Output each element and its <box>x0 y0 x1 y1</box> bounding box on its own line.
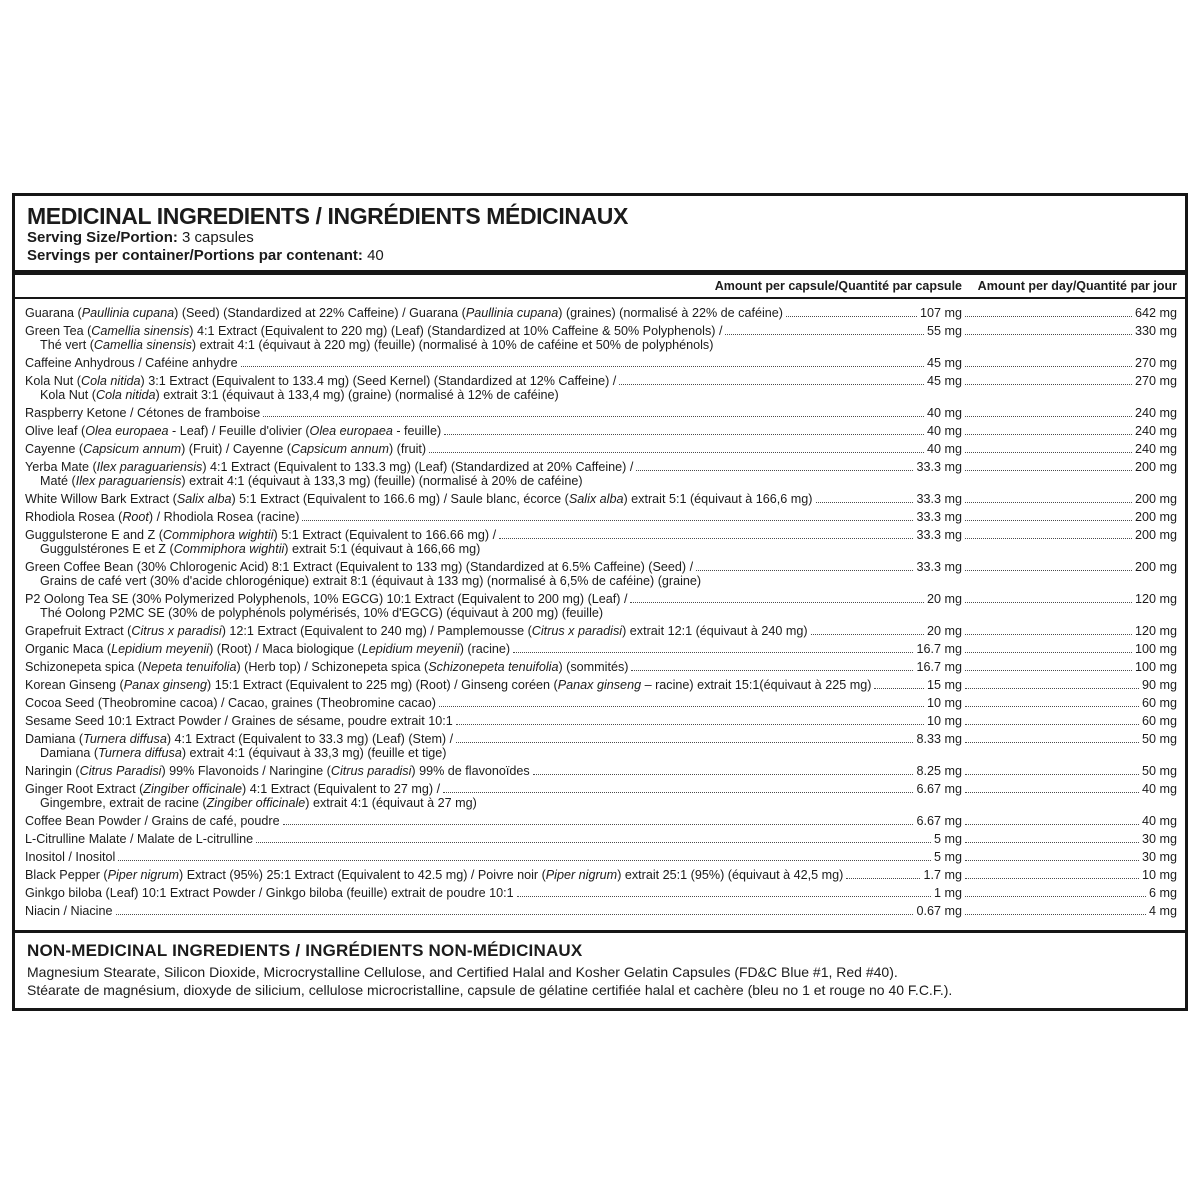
dot-leader <box>965 469 1132 471</box>
dot-leader <box>636 469 913 471</box>
ingredient-name: Rhodiola Rosea (Root) / Rhodiola Rosea (racine) <box>25 510 300 524</box>
dot-leader <box>965 687 1139 689</box>
ingredient-row <box>25 356 1177 370</box>
ingredient-name: White Willow Bark Extract (Salix alba) 5:1 Extract (Equivalent to 166.6 mg) / Saule blanc, écorce (Salix alba) extrait 5:1 (équivaut à 166,6 mg) <box>25 492 813 506</box>
dot-leader <box>429 451 924 453</box>
amount-per-day: 4 mg <box>1149 904 1177 918</box>
amount-per-day: 60 mg <box>1141 714 1177 728</box>
ingredient-row <box>25 814 1177 828</box>
ingredient-row <box>25 560 1177 588</box>
dot-leader <box>965 877 1139 879</box>
ingredient-row-main-line <box>25 424 1177 438</box>
dot-leader <box>443 791 913 793</box>
dot-leader <box>965 569 1132 571</box>
dot-leader <box>874 687 924 689</box>
dot-leader <box>116 913 914 915</box>
ingredient-name: Ginger Root Extract (Zingiber officinale) 4:1 Extract (Equivalent to 27 mg) / <box>25 782 441 796</box>
ingredient-name-fr: Grains de café vert (30% d'acide chlorogénique) extrait 8:1 (équivaut à 133 mg) (normalisé à 6,5% de caféine) (graine) <box>40 574 702 588</box>
ingredient-name-fr: Gingembre, extrait de racine (Zingiber officinale) extrait 4:1 (équivaut à 27 mg) <box>40 796 477 810</box>
ingredient-name: Cocoa Seed (Theobromine cacoa) / Cacao, graines (Theobromine cacao) <box>25 696 436 710</box>
ingredient-row <box>25 624 1177 638</box>
per-day-region <box>962 624 1177 638</box>
dot-leader <box>965 415 1132 417</box>
amount-per-day: 200 mg <box>1134 510 1177 524</box>
dot-leader <box>965 723 1139 725</box>
amount-per-day: 642 mg <box>1134 306 1177 320</box>
ingredient-name: Naringin (Citrus Paradisi) 99% Flavonoids / Naringine (Citrus paradisi) 99% de flavonoïdes <box>25 764 530 778</box>
dot-leader <box>513 651 913 653</box>
amount-per-capsule: 1 mg <box>934 886 962 900</box>
amount-per-day: 100 mg <box>1134 642 1177 656</box>
per-day-region <box>962 904 1177 918</box>
dot-leader <box>444 433 924 435</box>
per-day-region <box>962 592 1177 606</box>
amount-per-capsule: 33.3 mg <box>916 560 962 574</box>
amount-per-day: 200 mg <box>1134 528 1177 542</box>
dot-leader <box>631 669 913 671</box>
dot-leader <box>965 451 1132 453</box>
ingredient-row-main-line <box>25 406 1177 420</box>
ingredient-row <box>25 764 1177 778</box>
amount-per-capsule: 33.3 mg <box>916 492 962 506</box>
ingredient-row <box>25 510 1177 524</box>
amount-per-capsule: 16.7 mg <box>916 660 962 674</box>
ingredient-name: Yerba Mate (Ilex paraguariensis) 4:1 Extract (Equivalent to 133.3 mg) (Leaf) (Standardized at 20% Caffeine) / <box>25 460 634 474</box>
dot-leader <box>965 859 1139 861</box>
amount-per-capsule: 10 mg <box>926 714 962 728</box>
ingredient-name: Cayenne (Capsicum annum) (Fruit) / Cayenne (Capsicum annum) (fruit) <box>25 442 427 456</box>
ingredient-row-main-line <box>25 460 1177 474</box>
per-day-region <box>962 510 1177 524</box>
ingredient-row-main-line <box>25 306 1177 320</box>
amount-per-day: 100 mg <box>1134 660 1177 674</box>
amount-per-capsule: 20 mg <box>926 624 962 638</box>
amount-per-day: 40 mg <box>1141 782 1177 796</box>
medicinal-header <box>15 196 1185 270</box>
ingredient-row-main-line <box>25 696 1177 710</box>
ingredient-row-main-line <box>25 660 1177 674</box>
per-day-region <box>962 374 1177 388</box>
dot-leader <box>499 537 913 539</box>
amount-per-day: 270 mg <box>1134 356 1177 370</box>
dot-leader <box>965 741 1139 743</box>
dot-leader <box>965 501 1132 503</box>
dot-leader <box>696 569 913 571</box>
ingredient-row <box>25 782 1177 810</box>
ingredient-name: P2 Oolong Tea SE (30% Polymerized Polyphenols, 10% EGCG) 10:1 Extract (Equivalent to 200 mg) (Leaf) / <box>25 592 628 606</box>
per-day-region <box>962 442 1177 456</box>
amount-per-day: 120 mg <box>1134 624 1177 638</box>
non-medicinal-content <box>15 933 1185 1008</box>
non-medicinal-line-en: Magnesium Stearate, Silicon Dioxide, Microcrystalline Cellulose, and Certified Halal and Kosher Gelatin Capsules (FD&C Blue #1, Red #40). <box>27 964 898 980</box>
ingredient-name-fr: Thé Oolong P2MC SE (30% de polyphénols polymérisés, 10% d'EGCG) (équivaut à 200 mg) (feuille) <box>40 606 604 620</box>
dot-leader <box>965 841 1139 843</box>
ingredient-name-fr: Damiana (Turnera diffusa) extrait 4:1 (équivaut à 33,3 mg) (feuille et tige) <box>40 746 447 760</box>
dot-leader <box>811 633 924 635</box>
dot-leader <box>965 705 1139 707</box>
ingredient-row-main-line <box>25 374 1177 388</box>
ingredient-name-fr: Maté (Ilex paraguariensis) extrait 4:1 (équivaut à 133,3 mg) (feuille) (normalisé à 20% de caféine) <box>40 474 583 488</box>
ingredient-name: Olive leaf (Olea europaea - Leaf) / Feuille d'olivier (Olea europaea - feuille) <box>25 424 442 438</box>
amount-per-day: 330 mg <box>1134 324 1177 338</box>
amount-per-capsule: 6.67 mg <box>916 814 962 828</box>
ingredient-row-main-line <box>25 528 1177 542</box>
ingredient-row <box>25 660 1177 674</box>
ingredient-row-main-line <box>25 732 1177 746</box>
ingredient-name: Green Tea (Camellia sinensis) 4:1 Extract (Equivalent to 220 mg) (Leaf) (Standardized at 10% Caffeine & 50% Polyphenols) / <box>25 324 723 338</box>
non-medicinal-title: NON-MEDICINAL INGREDIENTS / INGRÉDIENTS NON-MÉDICINAUX <box>27 941 583 960</box>
dot-leader <box>965 333 1132 335</box>
per-day-region <box>962 306 1177 320</box>
per-day-region <box>962 424 1177 438</box>
ingredient-row <box>25 714 1177 728</box>
ingredient-row <box>25 696 1177 710</box>
dot-leader <box>725 333 924 335</box>
dot-leader <box>302 519 913 521</box>
per-day-region <box>962 528 1177 542</box>
ingredient-row-main-line <box>25 782 1177 796</box>
ingredient-name: Guarana (Paullinia cupana) (Seed) (Standardized at 22% Caffeine) / Guarana (Paullinia cupana) (graines) (normalisé à 22% de caféine) <box>25 306 783 320</box>
ingredient-rows <box>15 299 1185 931</box>
amount-per-day: 50 mg <box>1141 732 1177 746</box>
amount-per-capsule: 6.67 mg <box>916 782 962 796</box>
per-day-region <box>962 696 1177 710</box>
dot-leader <box>619 383 924 385</box>
dot-leader <box>965 791 1139 793</box>
dot-leader <box>965 433 1132 435</box>
ingredient-row-main-line <box>25 324 1177 338</box>
dot-leader <box>263 415 924 417</box>
ingredient-name-fr: Guggulstérones E et Z (Commiphora wightii) extrait 5:1 (équivaut à 166,66 mg) <box>40 542 481 556</box>
dot-leader <box>517 895 931 897</box>
ingredient-row-main-line <box>25 764 1177 778</box>
amount-per-capsule: 55 mg <box>926 324 962 338</box>
dot-leader <box>965 315 1132 317</box>
amount-per-capsule: 40 mg <box>926 442 962 456</box>
ingredient-name: Guggulsterone E and Z (Commiphora wightii) 5:1 Extract (Equivalent to 166.66 mg) / <box>25 528 497 542</box>
ingredient-name: Black Pepper (Piper nigrum) Extract (95%) 25:1 Extract (Equivalent to 42.5 mg) / Poivre noir (Piper nigrum) extrait 25:1 (95%) (équivaut à 42,5 mg) <box>25 868 844 882</box>
ingredient-name: Sesame Seed 10:1 Extract Powder / Graines de sésame, poudre extrait 10:1 <box>25 714 453 728</box>
dot-leader <box>965 773 1139 775</box>
amount-per-capsule: 5 mg <box>934 832 962 846</box>
amount-per-day: 40 mg <box>1141 814 1177 828</box>
ingredient-row-main-line <box>25 886 1177 900</box>
ingredient-name: Green Coffee Bean (30% Chlorogenic Acid) 8:1 Extract (Equivalent to 133 mg) (Standardized at 6.5% Caffeine) (Seed) / <box>25 560 694 574</box>
ingredient-row-main-line <box>25 850 1177 864</box>
amount-per-day: 240 mg <box>1134 424 1177 438</box>
amount-per-day: 240 mg <box>1134 406 1177 420</box>
ingredient-row-main-line <box>25 624 1177 638</box>
dot-leader <box>965 383 1132 385</box>
amount-per-capsule: 40 mg <box>926 406 962 420</box>
per-day-region <box>962 850 1177 864</box>
non-medicinal-panel <box>12 930 1188 1011</box>
amount-per-day: 50 mg <box>1141 764 1177 778</box>
ingredient-row <box>25 324 1177 352</box>
dot-leader <box>965 519 1132 521</box>
amount-per-capsule: 10 mg <box>926 696 962 710</box>
ingredient-row <box>25 492 1177 506</box>
amount-per-capsule: 1.7 mg <box>923 868 962 882</box>
amount-per-capsule: 107 mg <box>919 306 962 320</box>
per-day-region <box>962 356 1177 370</box>
ingredient-row <box>25 850 1177 864</box>
ingredient-row <box>25 460 1177 488</box>
column-headers <box>15 275 1185 297</box>
dot-leader <box>456 723 924 725</box>
ingredient-row <box>25 528 1177 556</box>
dot-leader <box>965 913 1146 915</box>
amount-per-capsule: 33.3 mg <box>916 528 962 542</box>
ingredient-row-main-line <box>25 510 1177 524</box>
per-day-region <box>962 678 1177 692</box>
per-day-region <box>962 782 1177 796</box>
amount-per-capsule: 0.67 mg <box>916 904 962 918</box>
ingredient-row <box>25 832 1177 846</box>
per-day-region <box>962 660 1177 674</box>
amount-per-capsule: 33.3 mg <box>916 510 962 524</box>
dot-leader <box>816 501 914 503</box>
per-day-region <box>962 460 1177 474</box>
amount-per-day: 240 mg <box>1134 442 1177 456</box>
amount-per-capsule: 45 mg <box>926 356 962 370</box>
ingredient-row <box>25 442 1177 456</box>
dot-leader <box>965 669 1132 671</box>
ingredient-row <box>25 406 1177 420</box>
dot-leader <box>786 315 917 317</box>
ingredient-row <box>25 642 1177 656</box>
ingredient-row-main-line <box>25 904 1177 918</box>
per-day-region <box>962 642 1177 656</box>
serving-size-value: 3 capsules <box>182 229 254 246</box>
ingredient-row <box>25 732 1177 760</box>
ingredient-row <box>25 904 1177 918</box>
ingredient-name: Schizonepeta spica (Nepeta tenuifolia) (Herb top) / Schizonepeta spica (Schizonepeta tenuifolia) (sommités) <box>25 660 629 674</box>
amount-per-day: 270 mg <box>1134 374 1177 388</box>
ingredient-name: Coffee Bean Powder / Grains de café, poudre <box>25 814 280 828</box>
servings-per-container-line <box>27 247 1173 265</box>
column-header-capsule: Amount per capsule/Quantité par capsule <box>714 279 962 293</box>
per-day-region <box>962 886 1177 900</box>
ingredient-name: Kola Nut (Cola nitida) 3:1 Extract (Equivalent to 133.4 mg) (Seed Kernel) (Standardized at 12% Caffeine) / <box>25 374 617 388</box>
column-header-day: Amount per day/Quantité par jour <box>977 279 1177 293</box>
per-day-region <box>962 714 1177 728</box>
dot-leader <box>965 895 1146 897</box>
amount-per-day: 120 mg <box>1134 592 1177 606</box>
per-day-region <box>962 324 1177 338</box>
per-day-region <box>962 492 1177 506</box>
dot-leader <box>965 601 1132 603</box>
panel-title: MEDICINAL INGREDIENTS / INGRÉDIENTS MÉDICINAUX <box>27 203 628 229</box>
ingredient-row-main-line <box>25 868 1177 882</box>
ingredient-row-main-line <box>25 642 1177 656</box>
amount-per-day: 6 mg <box>1149 886 1177 900</box>
ingredient-name: Niacin / Niacine <box>25 904 113 918</box>
ingredient-name: Caffeine Anhydrous / Caféine anhydre <box>25 356 238 370</box>
amount-per-day: 200 mg <box>1134 492 1177 506</box>
amount-per-capsule: 15 mg <box>926 678 962 692</box>
amount-per-day: 60 mg <box>1141 696 1177 710</box>
ingredient-row <box>25 678 1177 692</box>
amount-per-capsule: 8.33 mg <box>916 732 962 746</box>
ingredient-row-main-line <box>25 714 1177 728</box>
amount-per-day: 30 mg <box>1141 832 1177 846</box>
ingredient-name: Damiana (Turnera diffusa) 4:1 Extract (Equivalent to 33.3 mg) (Leaf) (Stem) / <box>25 732 454 746</box>
per-day-region <box>962 406 1177 420</box>
ingredient-row <box>25 868 1177 882</box>
amount-per-capsule: 40 mg <box>926 424 962 438</box>
ingredient-name: Organic Maca (Lepidium meyenii) (Root) / Maca biologique (Lepidium meyenii) (racine) <box>25 642 511 656</box>
ingredient-row-main-line <box>25 832 1177 846</box>
amount-per-capsule: 16.7 mg <box>916 642 962 656</box>
ingredient-name: Grapefruit Extract (Citrus x paradisi) 12:1 Extract (Equivalent to 240 mg) / Pamplemousse (Citrus x paradisi) extrait 12:1 (équivaut à 240 mg) <box>25 624 808 638</box>
amount-per-capsule: 20 mg <box>926 592 962 606</box>
per-day-region <box>962 764 1177 778</box>
amount-per-day: 10 mg <box>1141 868 1177 882</box>
servings-per-container-value: 40 <box>367 247 384 264</box>
dot-leader <box>965 537 1132 539</box>
dot-leader <box>256 841 931 843</box>
dot-leader <box>456 741 913 743</box>
amount-per-capsule: 45 mg <box>926 374 962 388</box>
dot-leader <box>118 859 931 861</box>
dot-leader <box>439 705 924 707</box>
serving-size-line <box>27 229 1173 247</box>
per-day-region <box>962 814 1177 828</box>
ingredient-name: Inositol / Inositol <box>25 850 116 864</box>
amount-per-capsule: 33.3 mg <box>916 460 962 474</box>
dot-leader <box>630 601 924 603</box>
ingredient-row <box>25 306 1177 320</box>
ingredient-row <box>25 886 1177 900</box>
dot-leader <box>846 877 920 879</box>
ingredient-row <box>25 592 1177 620</box>
ingredient-row-main-line <box>25 560 1177 574</box>
ingredient-name: Raspberry Ketone / Cétones de framboise <box>25 406 261 420</box>
per-day-region <box>962 832 1177 846</box>
ingredient-row-main-line <box>25 678 1177 692</box>
dot-leader <box>283 823 914 825</box>
ingredient-name-fr: Kola Nut (Cola nitida) extrait 3:1 (équivaut à 133,4 mg) (graine) (normalisé à 12% de caféine) <box>40 388 559 402</box>
dot-leader <box>533 773 914 775</box>
dot-leader <box>965 823 1139 825</box>
ingredient-name-fr: Thé vert (Camellia sinensis) extrait 4:1 (équivaut à 220 mg) (feuille) (normalisé à 10% de caféine et 50% de polyphénols) <box>40 338 714 352</box>
amount-per-day: 30 mg <box>1141 850 1177 864</box>
ingredient-row-main-line <box>25 814 1177 828</box>
ingredient-row-main-line <box>25 356 1177 370</box>
amount-per-capsule: 8.25 mg <box>916 764 962 778</box>
ingredient-row-main-line <box>25 442 1177 456</box>
amount-per-day: 200 mg <box>1134 560 1177 574</box>
amount-per-day: 90 mg <box>1141 678 1177 692</box>
servings-per-container-label: Servings per container/Portions par contenant: <box>27 247 363 264</box>
ingredient-name: Korean Ginseng (Panax ginseng) 15:1 Extract (Equivalent to 225 mg) (Root) / Ginseng coréen (Panax ginseng – racine) extrait 15:1(équivaut à 225 mg) <box>25 678 872 692</box>
dot-leader <box>965 633 1132 635</box>
amount-per-capsule: 5 mg <box>934 850 962 864</box>
serving-size-label: Serving Size/Portion: <box>27 229 178 246</box>
per-day-region <box>962 732 1177 746</box>
ingredient-row-main-line <box>25 492 1177 506</box>
ingredient-row-main-line <box>25 592 1177 606</box>
per-day-region <box>962 560 1177 574</box>
medicinal-panel <box>12 193 1188 934</box>
ingredient-name: Ginkgo biloba (Leaf) 10:1 Extract Powder / Ginkgo biloba (feuille) extrait de poudre 10:1 <box>25 886 514 900</box>
dot-leader <box>241 365 924 367</box>
dot-leader <box>965 651 1132 653</box>
ingredient-row <box>25 424 1177 438</box>
amount-per-day: 200 mg <box>1134 460 1177 474</box>
ingredient-row <box>25 374 1177 402</box>
non-medicinal-line-fr: Stéarate de magnésium, dioxyde de silicium, cellulose microcristalline, capsule de gélatine certifiée halal et cachère (bleu no 1 et rouge no 40 F.C.F.). <box>27 981 953 998</box>
ingredient-name: L-Citrulline Malate / Malate de L-citrulline <box>25 832 254 846</box>
per-day-region <box>962 868 1177 882</box>
dot-leader <box>965 365 1132 367</box>
